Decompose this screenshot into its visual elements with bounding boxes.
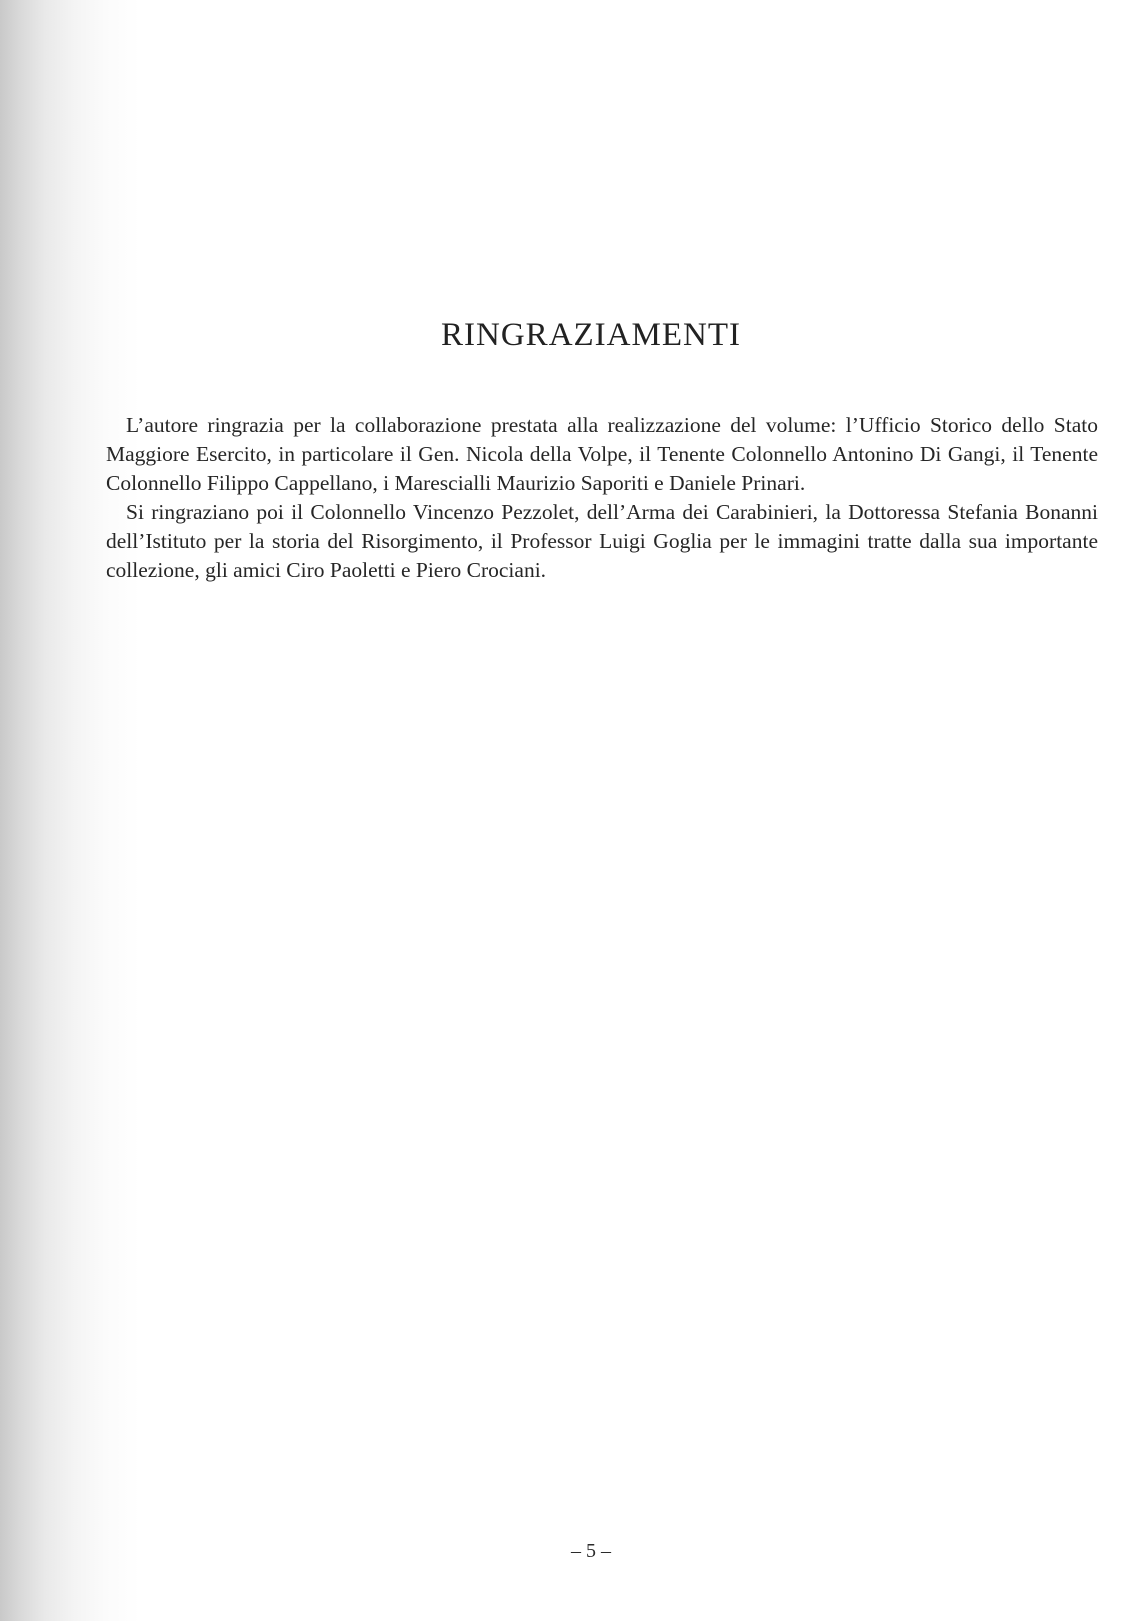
paragraph-1: L’autore ringrazia per la collaborazione prestata alla realizzazione del volume: l’Ufficio Storico dello Stato Maggiore Esercito, in particolare il Gen. Nicola della Volpe, il Tenente Colonnello Antonino Di Gangi, il Tenente Colonnello Filippo Cappellano, i Marescialli Maurizio Saporiti e Daniele Prinari. [106, 413, 1098, 495]
paragraph-2: Si ringraziano poi il Colonnello Vincenzo Pezzolet, dell’Arma dei Carabinieri, la Dottoressa Stefania Bonanni dell’Istituto per la storia del Risorgimento, il Professor Luigi Goglia per le immagini tratte dalla sua importante collezione, gli amici Ciro Paoletti e Piero Crociani. [106, 500, 1098, 582]
page-title: RINGRAZIAMENTI [441, 317, 741, 353]
acknowledgements-body [106, 411, 1098, 585]
page-number: – 5 – [571, 1540, 611, 1562]
